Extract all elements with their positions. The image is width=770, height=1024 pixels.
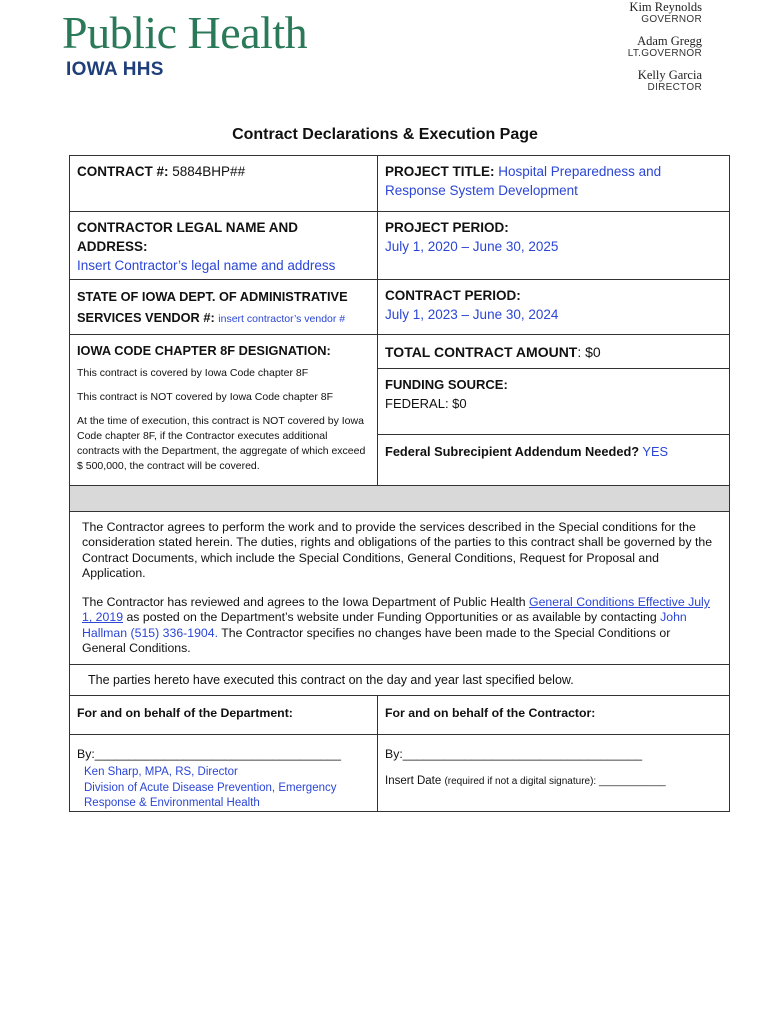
department-signature-cell	[70, 696, 378, 811]
contract-number-cell	[70, 156, 378, 211]
logo-main-text: Public Health	[62, 7, 308, 58]
department-signer-division: Division of Acute Disease Prevention, Emergency Response & Environmental Health	[84, 781, 337, 810]
contractor-signature-body	[378, 735, 729, 795]
row-iowa-code	[70, 335, 729, 486]
terms-paragraph-1: The Contractor agrees to perform the work and to provide the services described in the Special conditions for the consideration stated herein. The duties, rights and obligations of the parties to this contract shall be governed by the Contract Documents, which include the Special Conditions, General Conditions, Request for Proposal and Application.	[82, 520, 713, 580]
official-name: Kim Reynolds	[629, 0, 702, 14]
iowa-code-option-aggregate: At the time of execution, this contract is NOT covered by Iowa Code chapter 8F, if the Contractor executes additional contracts with the Department, the aggregate of which exceed $ 500,000, the contract will be covered.	[77, 415, 366, 472]
row-vendor	[70, 280, 729, 335]
contractor-value: Insert Contractor’s legal name and address	[77, 258, 336, 273]
contractor-signature-cell	[378, 696, 729, 811]
project-title-label: PROJECT TITLE:	[385, 164, 495, 179]
date-note: (required if not a digital signature): ____________	[444, 776, 666, 788]
department-signature-heading: For and on behalf of the Department:	[70, 696, 377, 735]
amount-cell	[378, 335, 729, 485]
terms-paragraph-2	[82, 595, 717, 656]
funding-source	[378, 369, 729, 435]
contract-number-label: CONTRACT #:	[77, 164, 169, 179]
contract-period-value: July 1, 2023 – June 30, 2024	[385, 307, 559, 322]
contact-info: John Hallman (515) 336-1904.	[82, 610, 687, 640]
contract-number-value: 5884BHP##	[172, 164, 246, 179]
official-name: Kelly Garcia	[637, 68, 702, 82]
department-signature-body	[70, 735, 377, 820]
official-title: GOVERNOR	[641, 14, 702, 25]
section-divider-bar	[70, 486, 729, 512]
vendor-label: STATE OF IOWA DEPT. OF ADMINISTRATIVE SERVICES VENDOR #:	[77, 289, 348, 325]
officials-block	[628, 0, 702, 97]
iowa-code-option-not-covered: This contract is NOT covered by Iowa Code chapter 8F	[77, 391, 333, 403]
department-signature-line[interactable]: By:____________________________________	[77, 747, 341, 762]
iowa-code-option-covered: This contract is covered by Iowa Code chapter 8F	[77, 367, 309, 379]
contract-period-cell	[378, 280, 729, 334]
contractor-date-field[interactable]	[385, 775, 722, 787]
contract-period-label: CONTRACT PERIOD:	[385, 288, 521, 303]
date-label: Insert Date	[385, 775, 442, 788]
terms-text: as posted on the Department’s website under Funding Opportunities or as available by contacting	[123, 610, 661, 625]
contractor-signature-line[interactable]: By:___________________________________	[385, 747, 643, 762]
terms-text: The Contractor specifies no changes have been made to the Special Conditions or General Conditions.	[82, 625, 671, 656]
project-title-cell	[378, 156, 729, 211]
funding-source-label: FUNDING SOURCE:	[385, 377, 508, 392]
logo-sub-text: IOWA HHS	[66, 59, 164, 80]
addendum	[378, 435, 729, 485]
contractor-signature-heading: For and on behalf of the Contractor:	[378, 696, 729, 735]
execution-statement: The parties hereto have executed this contract on the day and year last specified below.	[70, 665, 729, 696]
official-title: LT.GOVERNOR	[627, 48, 702, 59]
project-title-value: Hospital Preparedness and Response System Development	[385, 164, 662, 198]
project-period-value: July 1, 2020 – June 30, 2025	[385, 239, 559, 254]
official-governor	[628, 0, 702, 26]
page-title: Contract Declarations & Execution Page	[232, 126, 538, 143]
official-lt-governor	[628, 34, 702, 60]
general-conditions-link[interactable]: General Conditions Effective July 1, 2019	[82, 595, 710, 625]
terms-paragraphs	[70, 512, 729, 665]
total-amount-label: TOTAL CONTRACT AMOUNT	[385, 344, 578, 360]
terms-text: The Contractor has reviewed and agrees to the Iowa Department of Public Health	[82, 595, 530, 610]
row-signatures	[70, 696, 729, 811]
addendum-label: Federal Subrecipient Addendum Needed?	[385, 444, 640, 459]
project-period-cell	[378, 212, 729, 279]
iowa-code-label: IOWA CODE CHAPTER 8F DESIGNATION:	[77, 343, 331, 358]
addendum-value: YES	[642, 444, 669, 459]
official-title: DIRECTOR	[647, 82, 702, 93]
total-amount	[378, 335, 729, 369]
official-director	[628, 68, 702, 94]
department-signer-name: Ken Sharp, MPA, RS, Director	[84, 766, 238, 779]
contractor-label: CONTRACTOR LEGAL NAME AND ADDRESS:	[77, 220, 298, 254]
vendor-value: insert contractor’s vendor #	[218, 313, 346, 325]
contractor-cell	[70, 212, 378, 279]
funding-source-value: FEDERAL: $0	[385, 396, 467, 411]
iowa-code-cell	[70, 335, 378, 485]
public-health-logo	[62, 8, 307, 81]
total-amount-value: : $0	[577, 344, 601, 360]
official-name: Adam Gregg	[637, 34, 702, 48]
row-contractor	[70, 212, 729, 280]
project-period-label: PROJECT PERIOD:	[385, 220, 509, 235]
contract-table	[69, 155, 730, 812]
row-contract-number	[70, 156, 729, 212]
vendor-cell	[70, 280, 378, 334]
